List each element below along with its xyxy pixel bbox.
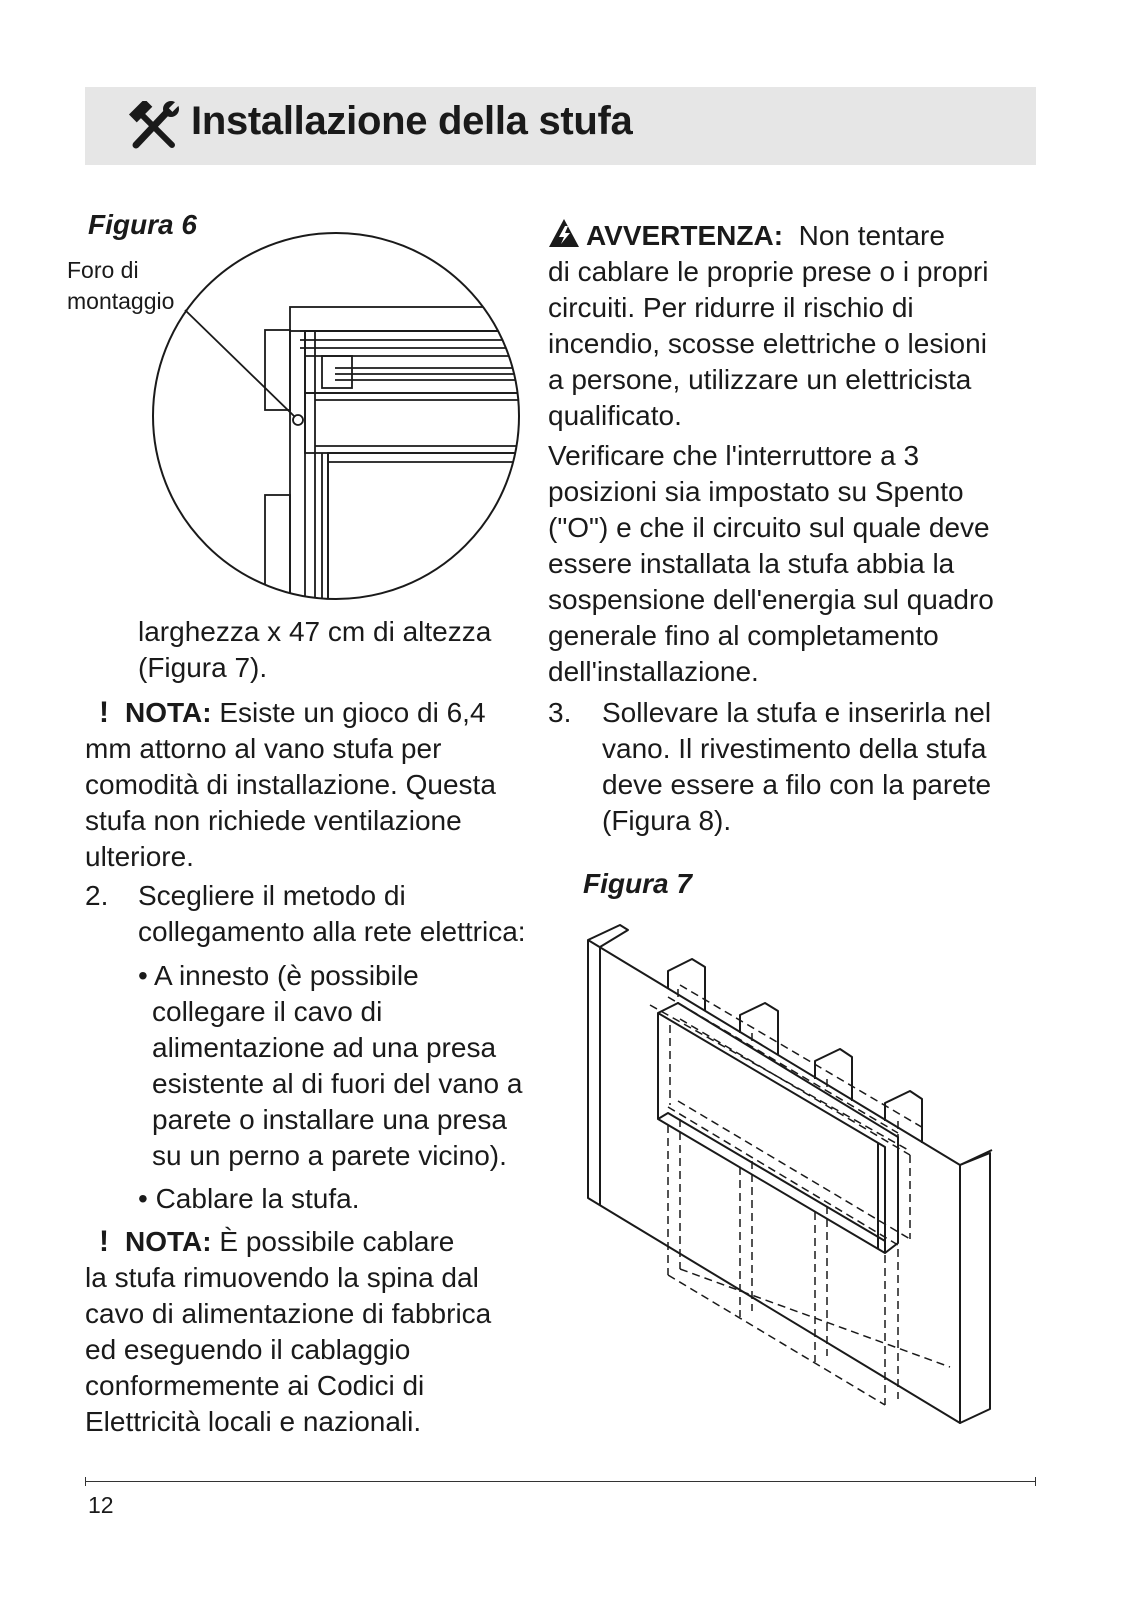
text-line: larghezza x 47 cm di altezza — [138, 616, 492, 647]
text-line: ("O") e che il circuito sul quale deve — [548, 512, 990, 543]
callout-line: Foro di — [67, 257, 139, 283]
text-line: ulteriore. — [85, 841, 194, 872]
continued-text — [138, 614, 491, 686]
callout-line: montaggio — [67, 288, 175, 314]
step-3-text — [602, 695, 991, 839]
text-line: generale fino al completamento — [548, 620, 939, 651]
text-line: alimentazione ad una presa — [152, 1032, 497, 1063]
note-label: NOTA: — [125, 1226, 212, 1257]
text-line: qualificato. — [548, 400, 682, 431]
warning-icon — [548, 218, 580, 248]
text-line: comodità di installazione. Questa — [85, 769, 496, 800]
text-line: collegare il cavo di — [152, 996, 383, 1027]
footer-rule-tick — [85, 1477, 86, 1486]
verify-paragraph — [548, 438, 994, 690]
warning-label: AVVERTENZA: — [586, 220, 784, 251]
warning-block — [548, 218, 988, 434]
text-line: Sollevare la stufa e inserirla nel — [602, 697, 992, 728]
text-line: la stufa rimuovendo la spina dal — [85, 1262, 479, 1293]
text-line: vano. Il rivestimento della stufa — [602, 733, 987, 764]
text-line: incendio, scosse elettriche o lesioni — [548, 328, 987, 359]
text-line: Verificare che l'interruttore a 3 — [548, 440, 920, 471]
page-number: 12 — [88, 1492, 114, 1518]
text-line: posizioni sia impostato su Spento — [548, 476, 964, 507]
text-line: È possibile cablare — [219, 1226, 455, 1257]
text-line: conformemente ai Codici di — [85, 1370, 425, 1401]
figure-7-illustration — [580, 915, 1010, 1430]
page-title: Installazione della stufa — [191, 99, 633, 143]
step-2-number: 2. — [85, 880, 109, 911]
text-line: a persone, utilizzare un elettricista — [548, 364, 972, 395]
text-line: • A innesto (è possibile — [138, 960, 419, 991]
text-line: Non tentare — [798, 220, 945, 251]
note-2 — [85, 1224, 491, 1440]
footer-rule-tick — [1035, 1477, 1036, 1486]
figure-7-label: Figura 7 — [583, 868, 692, 899]
section-header — [85, 87, 1036, 165]
text-line: cavo di alimentazione di fabbrica — [85, 1298, 492, 1329]
text-line: di cablare le proprie prese o i propri — [548, 256, 989, 287]
text-line: sospensione dell'energia sul quadro — [548, 584, 994, 615]
text-line: Elettricità locali e nazionali. — [85, 1406, 422, 1437]
tools-icon — [128, 101, 182, 151]
text-line: su un perno a parete vicino). — [152, 1140, 507, 1171]
exclamation-icon: ! — [99, 696, 109, 729]
text-line: parete o installare una presa — [152, 1104, 507, 1135]
text-line: (Figura 8). — [602, 805, 732, 836]
note-label: NOTA: — [125, 697, 212, 728]
text-line: mm attorno al vano stufa per — [85, 733, 442, 764]
text-line: essere installata la stufa abbia la — [548, 548, 955, 579]
text-line: dell'installazione. — [548, 656, 759, 687]
text-line: ed eseguendo il cablaggio — [85, 1334, 411, 1365]
text-line: Scegliere il metodo di — [138, 880, 406, 911]
bullet-hardwire: • Cablare la stufa. — [138, 1183, 360, 1214]
figure-6-illustration — [150, 230, 530, 610]
text-line: (Figura 7). — [138, 652, 268, 683]
text-line: circuiti. Per ridurre il rischio di — [548, 292, 914, 323]
text-line: deve essere a filo con la parete — [602, 769, 992, 800]
step-2-text — [138, 878, 526, 950]
text-line: Esiste un gioco di 6,4 — [219, 697, 486, 728]
exclamation-icon: ! — [99, 1225, 109, 1258]
text-line: stufa non richiede ventilazione — [85, 805, 462, 836]
step-3-number: 3. — [548, 697, 572, 728]
footer-rule — [85, 1481, 1036, 1482]
figure-6-label: Figura 6 — [88, 209, 197, 240]
bullet-plug-in — [138, 958, 522, 1174]
text-line: esistente al di fuori del vano a — [152, 1068, 523, 1099]
note-1 — [85, 695, 496, 875]
text-line: collegamento alla rete elettrica: — [138, 916, 526, 947]
